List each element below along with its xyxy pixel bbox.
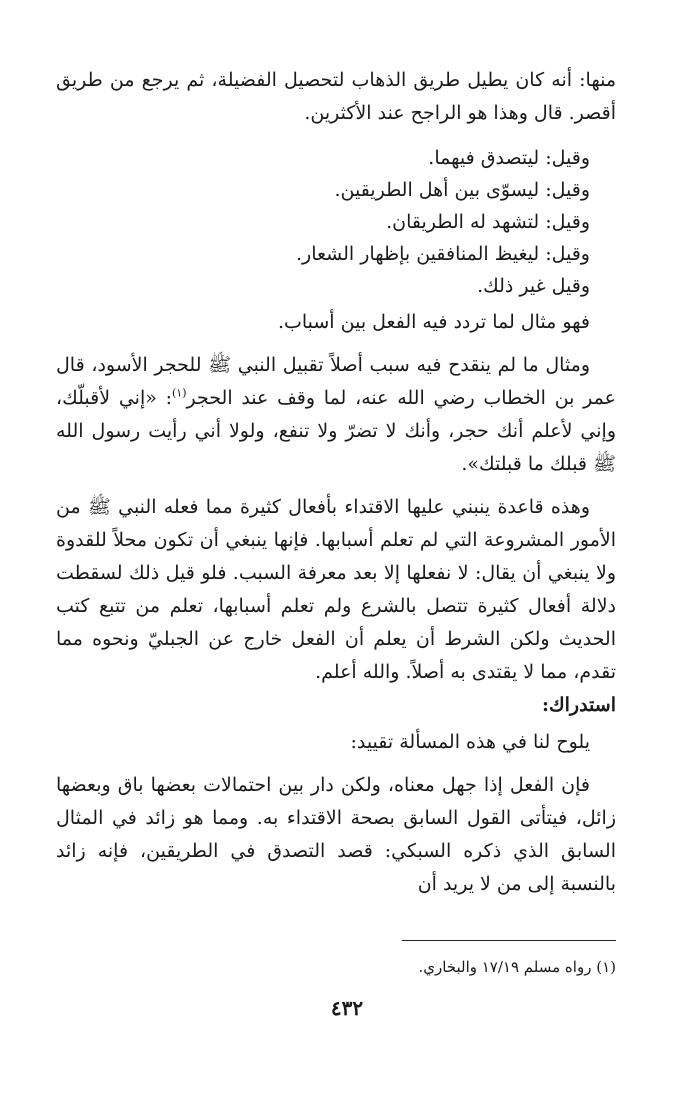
paragraph-black-stone xyxy=(56,349,616,481)
paragraph-example: فهو مثال لما تردد فيه الفعل بين أسباب. xyxy=(277,311,590,333)
black-stone-text-part2: : «إني لأقبلّك، وإني لأعلم أنك حجر، وأنك لا تضرّ ولا تنفع، ولولا أني رأيت رسول الله ﷺ قبلك ما قبلتك». xyxy=(56,387,616,475)
black-stone-text-part1: ومثال ما لم ينقدح فيه سبب أصلاً تقبيل النبي ﷺ للحجر الأسود، قال عمر بن الخطاب رضي الله عنه، لما وقف عند الحجر xyxy=(56,354,616,409)
paragraph-restriction: يلوح لنا في هذه المسألة تقييد: xyxy=(350,731,590,753)
paragraph-intro: منها: أنه كان يطيل طريق الذهاب لتحصيل الفضيلة، ثم يرجع من طريق أقصر. قال وهذا هو الراجح عند الأكثرين. xyxy=(56,69,616,124)
saying-item: وقيل غير ذلك. xyxy=(477,275,590,297)
saying-item: وقيل: لتشهد له الطريقان. xyxy=(386,211,590,233)
saying-item: وقيل: ليسوّى بين أهل الطريقين. xyxy=(334,179,590,201)
saying-item: وقيل: ليتصدق فيهما. xyxy=(428,147,590,169)
saying-item: وقيل: ليغيظ المنافقين بإظهار الشعار. xyxy=(296,243,590,265)
paragraph-rule: وهذه قاعدة ينبني عليها الاقتداء بأفعال كثيرة مما فعله النبي ﷺ من الأمور المشروعة التي لم تعلم أسبابها. فإنها ينبغي أن تكون محلاً للقدوة ولا ينبغي أن يقال: لا نفعلها إلا بعد معرفة السبب. فلو قيل ذلك لسقطت دلالة أفعال كثيرة تتصل بالشرع ولم تعلم أسبابها، تعلم من تتبع كتب الحديث ولكن الشرط أن يعلم أن الفعل خارج عن الجبليّ ونحوه مما تقدم، مما لا يقتدى به أصلاً. والله أعلم. xyxy=(56,496,616,683)
paragraph-final: فإن الفعل إذا جهل معناه، ولكن دار بين احتمالات بعضها باق وبعضها زائل، فيتأتى القول السابق بصحة الاقتداء به. ومما هو زائد في المثال السابق الذي ذكره السبكي: قصد التصدق في الطريقين، فإنه زائد بالنسبة إلى من لا يريد أن xyxy=(56,774,616,895)
footnote-reference[interactable]: (١) xyxy=(172,386,187,400)
page-number: ٤٣٢ xyxy=(330,996,364,1020)
footnote-text: (١) رواه مسلم ١٧/١٩ والبخاري. xyxy=(418,958,616,976)
sayings-list xyxy=(56,142,616,302)
footnote-divider xyxy=(402,940,616,941)
section-heading: استدراك: xyxy=(541,694,616,716)
